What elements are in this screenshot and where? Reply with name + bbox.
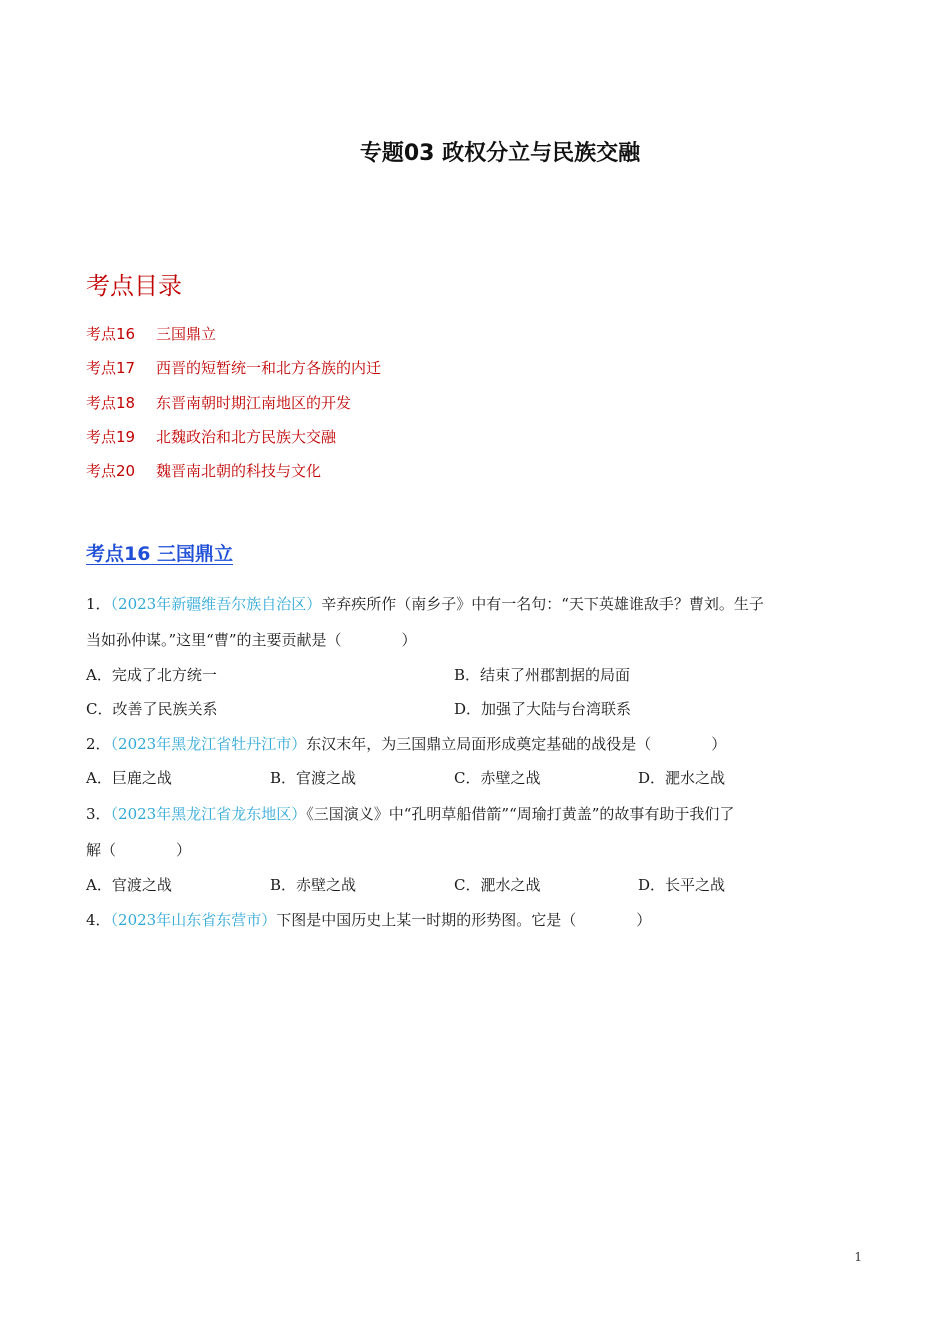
question-1-option-b[interactable]: B．结束了州郡割据的局面 [454,666,631,684]
question-number: 2． [86,735,111,753]
question-1-line-2: 当如孙仲谋。”这里“曹”的主要贡献是（ ） [86,631,417,649]
toc-item-label: 西晋的短暂统一和北方各族的内迁 [156,359,382,377]
toc-item[interactable] [86,392,351,413]
toc-item-label: 北魏政治和北方民族大交融 [156,428,337,446]
toc-item-label: 三国鼎立 [156,325,217,343]
question-3-option-c[interactable]: C．淝水之战 [454,876,541,894]
question-number: 1． [86,595,111,613]
question-2-option-d[interactable]: D．淝水之战 [638,769,726,787]
question-text: 辛弃疾所作（南乡子》中有一名句：“天下英雄谁敌手？曹刘。生子 [321,595,764,613]
question-4-line-1 [86,909,651,930]
section-heading: 考点16 三国鼎立 [86,543,234,565]
toc-item-number: 考点16 [86,325,136,343]
toc-item[interactable] [86,323,216,344]
toc-item[interactable] [86,460,321,481]
question-text: 东汉末年，为三国鼎立局面形成奠定基础的战役是（ ） [306,735,727,753]
toc-item-number: 考点17 [86,359,136,377]
question-3-option-b[interactable]: B．赤壁之战 [270,876,357,894]
toc-item-label: 魏晋南北朝的科技与文化 [156,462,322,480]
question-1-option-a[interactable]: A．完成了北方统一 [86,666,217,684]
toc-item-number: 考点18 [86,394,136,412]
toc-item-number: 考点19 [86,428,136,446]
page-number: 1 [854,1250,862,1264]
question-source: （2023年新疆维吾尔族自治区） [110,595,322,613]
toc-item[interactable] [86,426,336,447]
question-text: 《三国演义》中“孔明草船借箭”“周瑜打黄盖”的故事有助于我们了 [306,805,735,823]
question-3-option-d[interactable]: D．长平之战 [638,876,726,894]
question-2-line-1 [86,733,726,754]
question-source: （2023年黑龙江省牡丹江市） [110,735,307,753]
question-3-line-1 [86,803,734,824]
question-2-option-c[interactable]: C．赤壁之战 [454,769,541,787]
question-3-option-a[interactable]: A．官渡之战 [86,876,172,894]
question-3-line-2: 解（ ） [86,841,192,859]
question-2-option-a[interactable]: A．巨鹿之战 [86,769,172,787]
question-2-option-b[interactable]: B．官渡之战 [270,769,357,787]
question-source: （2023年黑龙江省龙东地区） [110,805,307,823]
toc-item[interactable] [86,357,381,378]
question-number: 4． [86,911,111,929]
toc-heading: 考点目录 [86,272,182,300]
toc-item-number: 考点20 [86,462,136,480]
question-1-line-1 [86,593,764,614]
toc-item-label: 东晋南朝时期江南地区的开发 [156,394,352,412]
question-source: （2023年山东省东营市） [110,911,277,929]
page-title: 专题03 政权分立与民族交融 [359,141,641,166]
question-text: 下图是中国历史上某一时期的形势图。它是（ ） [276,911,652,929]
question-number: 3． [86,805,111,823]
question-1-option-d[interactable]: D．加强了大陆与台湾联系 [454,700,632,718]
question-1-option-c[interactable]: C．改善了民族关系 [86,700,218,718]
